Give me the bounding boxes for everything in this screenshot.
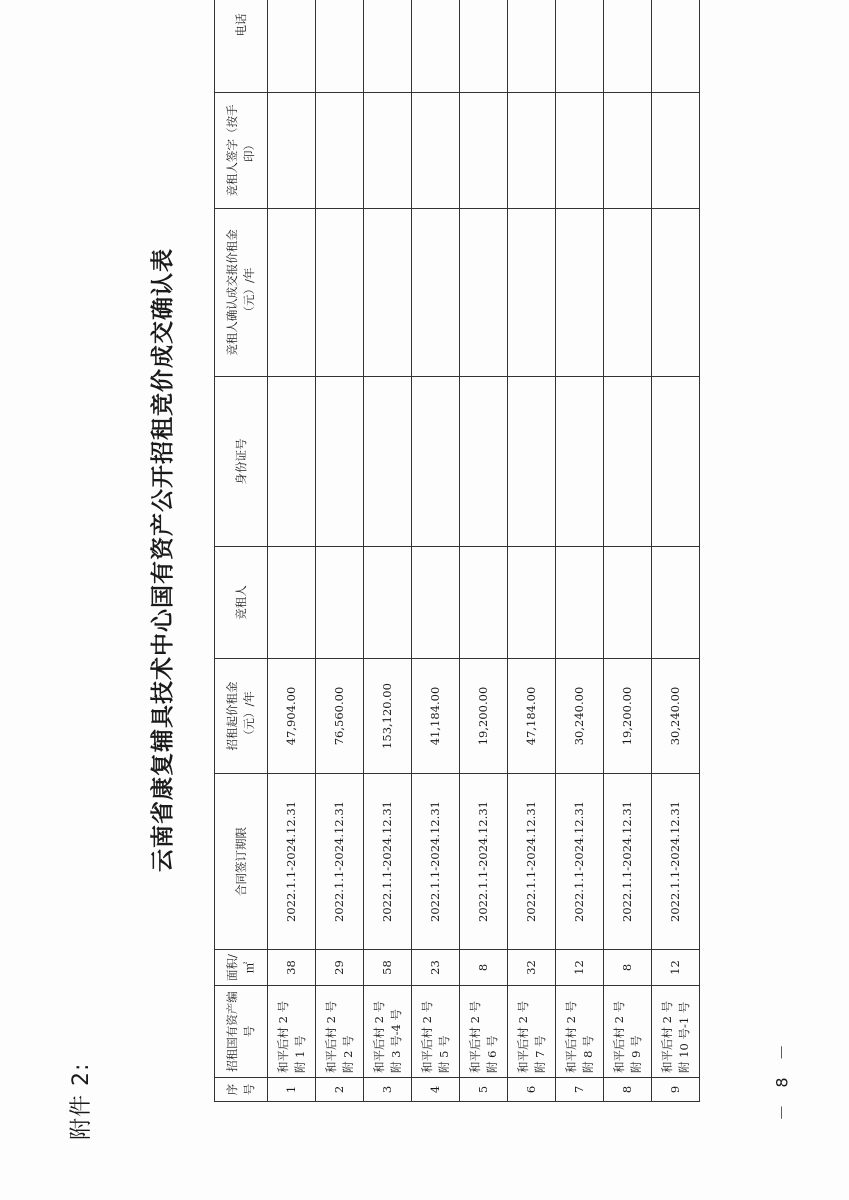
cell-phone[interactable] [412, 0, 460, 93]
cell-signature[interactable] [604, 93, 652, 209]
cell-asset: 和平后村 2 号附 5 号 [412, 986, 460, 1078]
cell-base-price: 76,560.00 [316, 659, 364, 774]
cell-base-price: 19,200.00 [460, 659, 508, 774]
cell-base-price: 47,184.00 [508, 659, 556, 774]
table-row [364, 0, 412, 1102]
cell-bidder[interactable] [316, 547, 364, 659]
cell-area: 32 [508, 950, 556, 986]
cell-bidder[interactable] [412, 547, 460, 659]
header-seq: 序号 [215, 1078, 268, 1102]
header-area: 面积/㎡ [215, 950, 268, 986]
cell-period: 2022.1.1-2024.12.31 [508, 774, 556, 950]
table-row [316, 0, 364, 1102]
cell-area: 58 [364, 950, 412, 986]
cell-asset: 和平后村 2 号附 9 号 [604, 986, 652, 1078]
cell-signature[interactable] [316, 93, 364, 209]
cell-phone[interactable] [316, 0, 364, 93]
cell-period: 2022.1.1-2024.12.31 [412, 774, 460, 950]
cell-phone[interactable] [364, 0, 412, 93]
cell-confirmed-price[interactable] [460, 209, 508, 377]
cell-seq: 2 [316, 1078, 364, 1102]
cell-bidder[interactable] [460, 547, 508, 659]
cell-asset: 和平后村 2 号附 10 号-1 号 [652, 986, 700, 1078]
cell-signature[interactable] [556, 93, 604, 209]
cell-confirmed-price[interactable] [364, 209, 412, 377]
cell-confirmed-price[interactable] [268, 209, 316, 377]
attachment-label: 附件 2: [69, 1062, 94, 1140]
rotated-sheet [64, 13, 784, 1140]
cell-signature[interactable] [364, 93, 412, 209]
cell-signature[interactable] [268, 93, 316, 209]
cell-confirmed-price[interactable] [508, 209, 556, 377]
cell-id-no[interactable] [268, 377, 316, 547]
cell-period: 2022.1.1-2024.12.31 [652, 774, 700, 950]
cell-asset: 和平后村 2 号附 1 号 [268, 986, 316, 1078]
cell-period: 2022.1.1-2024.12.31 [604, 774, 652, 950]
cell-phone[interactable] [508, 0, 556, 93]
table-row [652, 0, 700, 1102]
document-title: 云南省康复辅具技术中心国有资产公开招租竞价成交确认表 [149, 248, 176, 872]
header-base-price: 招租起价租金（元）/年 [215, 659, 268, 774]
cell-seq: 8 [604, 1078, 652, 1102]
cell-phone[interactable] [556, 0, 604, 93]
cell-confirmed-price[interactable] [556, 209, 604, 377]
cell-asset: 和平后村 2 号附 6 号 [460, 986, 508, 1078]
cell-phone[interactable] [460, 0, 508, 93]
table-header-row [215, 0, 268, 1102]
cell-asset: 和平后村 2 号附 8 号 [556, 986, 604, 1078]
table-row [460, 0, 508, 1102]
cell-bidder[interactable] [652, 547, 700, 659]
cell-period: 2022.1.1-2024.12.31 [364, 774, 412, 950]
table-row [556, 0, 604, 1102]
cell-signature[interactable] [508, 93, 556, 209]
table-row [604, 0, 652, 1102]
header-asset: 招租国有资产编号 [215, 986, 268, 1078]
cell-id-no[interactable] [604, 377, 652, 547]
page-number: － 8 － [772, 1038, 792, 1121]
cell-seq: 6 [508, 1078, 556, 1102]
cell-base-price: 153,120.00 [364, 659, 412, 774]
cell-period: 2022.1.1-2024.12.31 [268, 774, 316, 950]
cell-signature[interactable] [652, 93, 700, 209]
header-signature: 竞租人签字（按手印） [215, 93, 268, 209]
cell-id-no[interactable] [412, 377, 460, 547]
cell-base-price: 19,200.00 [604, 659, 652, 774]
header-bidder: 竞租人 [215, 547, 268, 659]
header-phone: 电话 [215, 0, 268, 93]
cell-phone[interactable] [652, 0, 700, 93]
cell-base-price: 41,184.00 [412, 659, 460, 774]
cell-bidder[interactable] [268, 547, 316, 659]
cell-area: 8 [604, 950, 652, 986]
cell-seq: 7 [556, 1078, 604, 1102]
cell-asset: 和平后村 2 号附 7 号 [508, 986, 556, 1078]
cell-period: 2022.1.1-2024.12.31 [316, 774, 364, 950]
cell-id-no[interactable] [508, 377, 556, 547]
cell-id-no[interactable] [316, 377, 364, 547]
confirmation-table [214, 0, 700, 1102]
cell-base-price: 47,904.00 [268, 659, 316, 774]
cell-id-no[interactable] [556, 377, 604, 547]
cell-bidder[interactable] [604, 547, 652, 659]
cell-seq: 1 [268, 1078, 316, 1102]
cell-id-no[interactable] [652, 377, 700, 547]
cell-confirmed-price[interactable] [652, 209, 700, 377]
cell-seq: 3 [364, 1078, 412, 1102]
cell-area: 29 [316, 950, 364, 986]
cell-seq: 5 [460, 1078, 508, 1102]
cell-confirmed-price[interactable] [412, 209, 460, 377]
cell-phone[interactable] [268, 0, 316, 93]
cell-area: 12 [652, 950, 700, 986]
cell-id-no[interactable] [460, 377, 508, 547]
table-row [268, 0, 316, 1102]
table-row [412, 0, 460, 1102]
table-row [508, 0, 556, 1102]
cell-asset: 和平后村 2 号附 3 号-4 号 [364, 986, 412, 1078]
cell-bidder[interactable] [508, 547, 556, 659]
cell-area: 23 [412, 950, 460, 986]
cell-period: 2022.1.1-2024.12.31 [556, 774, 604, 950]
header-id-no: 身份证号 [215, 377, 268, 547]
header-period: 合同签订期限 [215, 774, 268, 950]
cell-asset: 和平后村 2 号附 2 号 [316, 986, 364, 1078]
cell-base-price: 30,240.00 [652, 659, 700, 774]
cell-confirmed-price[interactable] [604, 209, 652, 377]
cell-area: 38 [268, 950, 316, 986]
cell-seq: 4 [412, 1078, 460, 1102]
cell-signature[interactable] [412, 93, 460, 209]
cell-id-no[interactable] [364, 377, 412, 547]
cell-seq: 9 [652, 1078, 700, 1102]
header-confirmed-price: 竞租人确认成交报价租金（元）/年 [215, 209, 268, 377]
cell-bidder[interactable] [364, 547, 412, 659]
cell-signature[interactable] [460, 93, 508, 209]
cell-bidder[interactable] [556, 547, 604, 659]
cell-confirmed-price[interactable] [316, 209, 364, 377]
cell-area: 12 [556, 950, 604, 986]
cell-phone[interactable] [604, 0, 652, 93]
cell-base-price: 30,240.00 [556, 659, 604, 774]
cell-area: 8 [460, 950, 508, 986]
cell-period: 2022.1.1-2024.12.31 [460, 774, 508, 950]
